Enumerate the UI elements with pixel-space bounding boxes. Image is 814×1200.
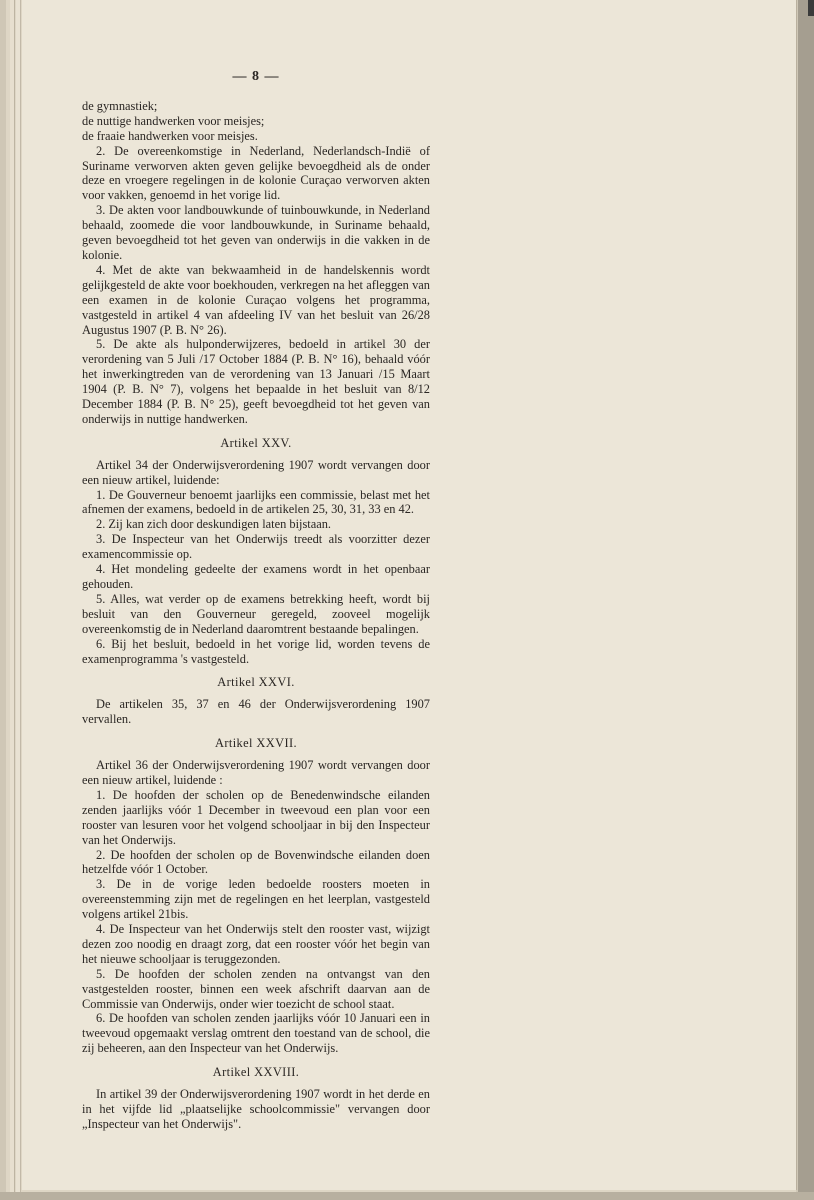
paragraph: 4. Het mondeling gedeelte der examens wordt in het openbaar gehouden.: [82, 562, 430, 591]
paragraph: 6. Bij het besluit, bedoeld in het vorige lid, worden tevens de examenprogramma 's vastgesteld.: [82, 636, 430, 666]
article-heading: Artikel XXVI.: [217, 675, 295, 690]
paragraph: Artikel 34 der Onderwijsverordening 1907 wordt vervangen door een nieuw artikel, luidende:: [82, 457, 430, 487]
paragraph: 5. De hoofden der scholen zenden na ontvangst van den vastgestelden rooster, binnen een week afschrift daarvan aan de Commissie van Onderwijs, onder wier toezicht de school staat.: [82, 966, 430, 1011]
paragraph: 3. De Inspecteur van het Onderwijs treedt als voorzitter dezer examencommissie op.: [82, 532, 430, 562]
text-line: de gymnastiek;: [82, 98, 158, 113]
paragraph: 1. De hoofden der scholen op de Benedenwindsche eilanden zenden jaarlijks vóór 1 December in tweevoud een plan voor een rooster van lesuren voor het volgend schooljaar in bij den Inspecteur van het Onderwijs.: [82, 787, 430, 847]
paragraph: 5. Alles, wat verder op de examens betrekking heeft, wordt bij besluit van den Gouverneur geregeld, zooveel mogelijk overeenkomstig de in Nederland daaromtrent bestaande bepalingen.: [82, 591, 430, 636]
paragraph: 1. De Gouverneur benoemt jaarlijks een commissie, belast met het afnemen der examens, bedoeld in de artikelen 25, 30, 31, 33 en 42.: [82, 487, 430, 517]
page-number: — 8 —: [232, 69, 280, 84]
page-edge: [16, 0, 21, 1195]
paragraph: 3. De akten voor landbouwkunde of tuinbouwkunde, in Nederland behaald, zoomede die voor landbouwkunde, in Suriname behaald, geven bevoegdheid tot het geven van onderwijs in die vakken in de kolonie.: [82, 203, 430, 262]
paragraph: 2. De overeenkomstige in Nederland, Nederlandsch-Indië of Suriname verworven akten geven gelijke bevoegdheid als de onder deze en vroegere regelingen in de kolonie Curaçao verworven akten voor vakken, genoemd in het vorige lid.: [82, 143, 430, 203]
paragraph: 4. Met de akte van bekwaamheid in de handelskennis wordt gelijkgesteld de akte voor boekhouden, verkregen na het afleggen van een examen in de kolonie Curaçao volgens het programma, vastgesteld in artikel 4 van afdeeling IV van het besluit van 26/28 Augustus 1907 (P. B. N° 26).: [82, 262, 430, 337]
paragraph: Artikel 36 der Onderwijsverordening 1907 wordt vervangen door een nieuw artikel, luidende :: [82, 758, 430, 787]
article-heading: Artikel XXVIII.: [212, 1065, 300, 1080]
page-edge: [10, 0, 15, 1195]
paragraph: De artikelen 35, 37 en 46 der Onderwijsverordening 1907 vervallen.: [82, 697, 430, 727]
paragraph: 2. De hoofden der scholen op de Bovenwindsche eilanden doen hetzelfde vóór 1 October.: [82, 847, 430, 877]
scan-border-bottom: [0, 1192, 814, 1200]
paragraph: In artikel 39 der Onderwijsverordening 1907 wordt in het derde en in het vijfde lid „plaatselijke schoolcommissie" vervangen door „Inspecteur van het Onderwijs".: [82, 1087, 430, 1131]
paragraph: 5. De akte als hulponderwijzeres, bedoeld in artikel 30 der verordening van 5 Juli /17 October 1884 (P. B. N° 16), behaald vóór het inwerkingtreden van de verordening van 13 Januari /15 Maart 1904 (P. B. N° 7), volgens het bepaalde in het besluit van 8/12 December 1884 (P. B. N° 25), geeft bevoegdheid tot het geven van onderwijs in nuttige handwerken.: [82, 337, 430, 426]
paragraph: 4. De Inspecteur van het Onderwijs stelt den rooster vast, wijzigt dezen zoo noodig en draagt zorg, dat een rooster vóór het begin van het nieuwe schooljaar is teruggezonden.: [82, 922, 430, 966]
article-heading: Artikel XXV.: [220, 435, 292, 450]
paragraph: 3. De in de vorige leden bedoelde roosters moeten in overeenstemming zijn met de regelingen en het leerplan, vastgesteld volgens artikel 21bis.: [82, 877, 430, 922]
paragraph: 2. Zij kan zich door deskundigen laten bijstaan.: [96, 517, 332, 532]
text-line: de nuttige handwerken voor meisjes;: [82, 113, 265, 128]
page-content: [82, 70, 430, 1132]
scan-border: [798, 0, 814, 1200]
article-heading: Artikel XXVII.: [215, 736, 297, 751]
text-line: de fraaie handwerken voor meisjes.: [82, 128, 258, 143]
paragraph: 6. De hoofden van scholen zenden jaarlijks vóór 10 Januari een in tweevoud opgemaakt verslag omtrent den toestand van de school, die zij beheeren, aan den Inspecteur van het Onderwijs.: [82, 1011, 430, 1056]
